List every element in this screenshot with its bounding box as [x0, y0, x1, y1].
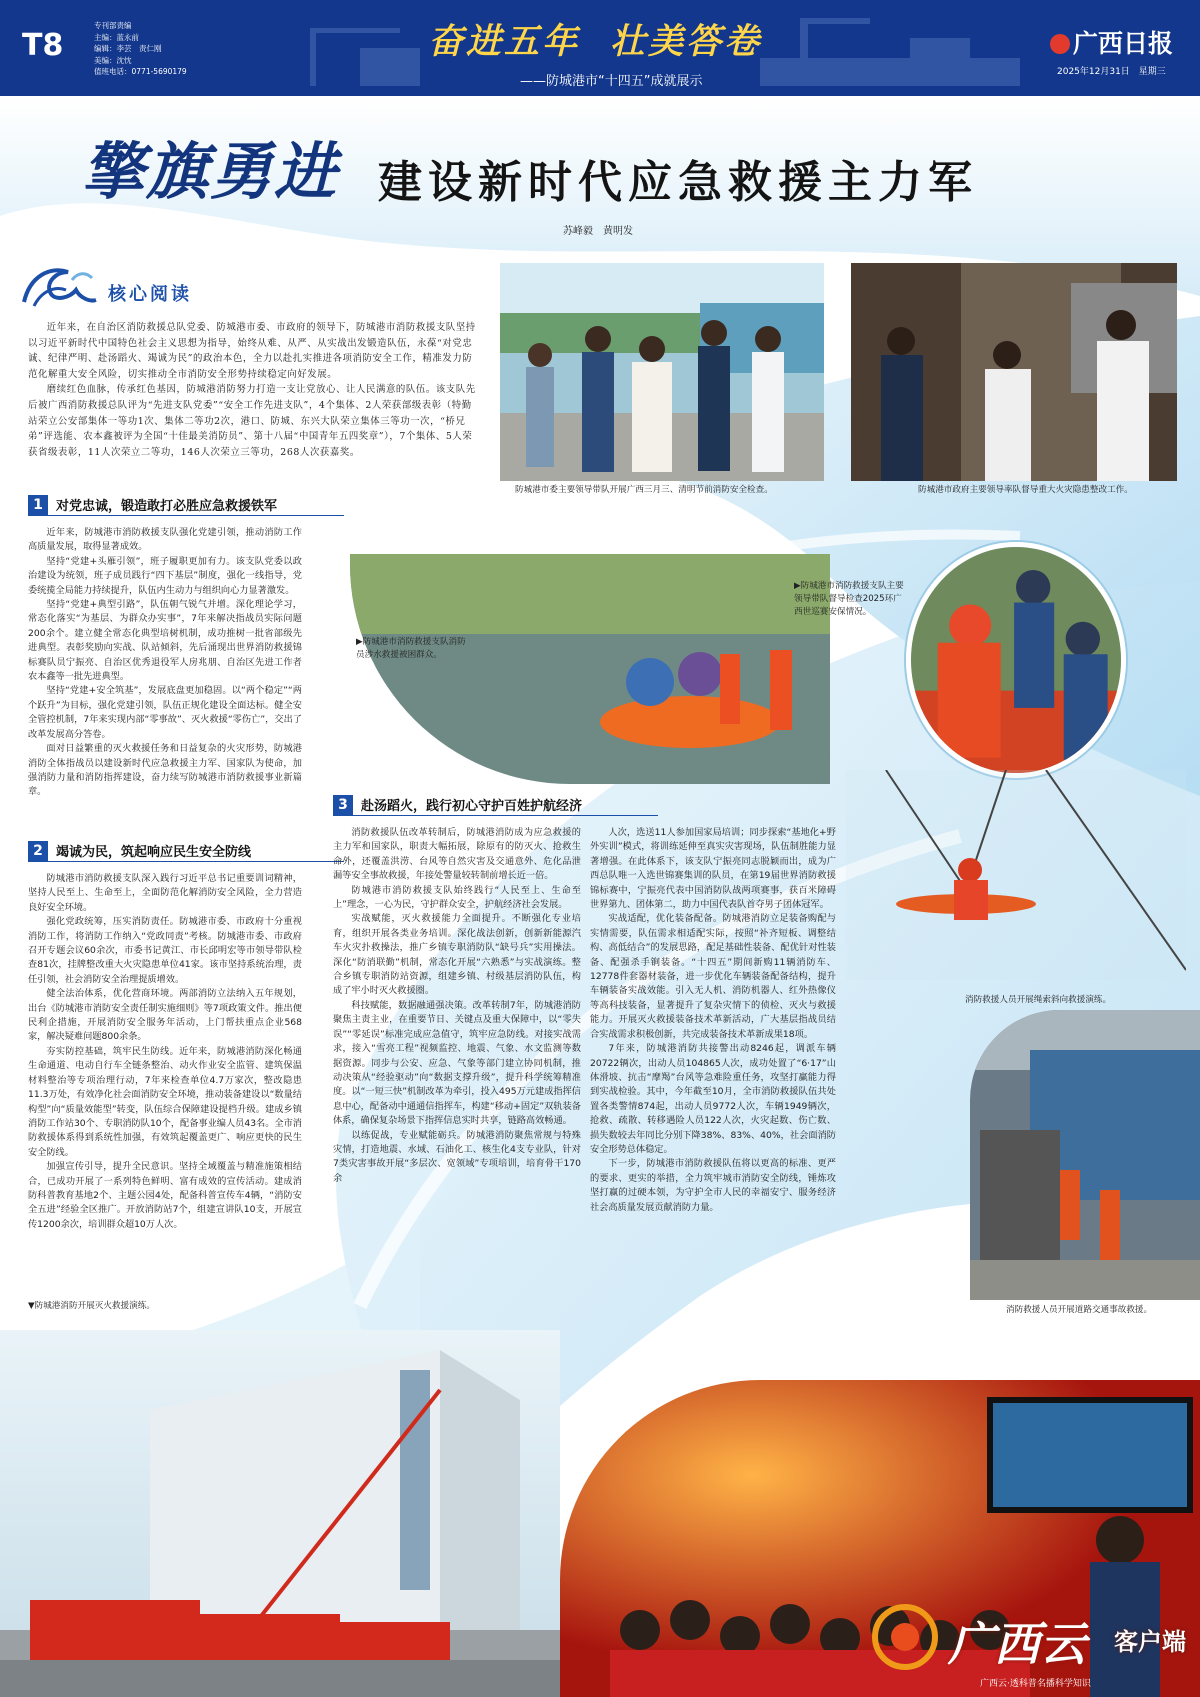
section-3-text-b — [590, 826, 836, 1215]
photo-hazard-supervision — [851, 263, 1177, 481]
section-3-header — [333, 794, 658, 816]
section-rule — [333, 815, 658, 816]
paragraph: 消防救援队伍改革转制后，防城港消防成为应急救援的主力军和国家队，职责大幅拓展，除原有的防灭火、抢救生命外，还覆盖洪涝、台风等自然灾害及交通意外、危化品泄漏等安全事故救援，年接处警量较转制前增长近一倍。 — [333, 827, 581, 882]
section-number: 3 — [333, 795, 353, 815]
newspaper-logo — [1050, 24, 1173, 60]
paragraph: 坚持“党建+安全筑基”，发展底盘更加稳固。以“两个稳定”“两个跃升”为目标，强化党建引领，队伍正规化建设全面达标。健全安全管控机制，7年来实现内部“零事故”、灭火救援“零伤亡”，交出了改革发展高分答卷。 — [28, 685, 302, 740]
editor-credits — [94, 20, 187, 78]
photo-caption: 消防救援人员开展绳索斜向救援演练。 — [965, 995, 1112, 1005]
paragraph: 健全法治体系，优化营商环境。两部消防立法纳入五年规划，出台《防城港市消防安全责任制实施细则》等7项政策文件。推出便民利企措施，开展消防安全服务年活动，上门帮扶重点企业568家，解决疑难问题800余条。 — [28, 988, 302, 1043]
section-1-text — [28, 526, 302, 800]
photo-traffic-rescue — [970, 1010, 1200, 1300]
page-number: T8 — [22, 28, 64, 63]
photo-fire-drill — [0, 1330, 560, 1697]
core-reading-text — [28, 320, 476, 460]
watermark-name: 广西云 — [948, 1617, 1086, 1671]
photo-rope-rescue — [846, 770, 1186, 980]
paragraph: 防城港市消防救援支队深入践行习近平总书记重要训词精神，坚持人民至上、生命至上，全面防范化解消防安全风险，全力营造良好安全环境。 — [28, 873, 302, 913]
watermark-slogan: 广西云·透科普名播科学知识 — [980, 1679, 1091, 1689]
issue-date: 2025年12月31日 星期三 — [1057, 67, 1166, 77]
client-watermark — [870, 1602, 1200, 1697]
paragraph: 夯实防控基础，筑牢民生防线。近年来，防城港消防深化畅通生命通道、电动自行车全链条整治、动火作业安全监管、建筑保温材料整治等专项治理行动，7年来检查单位4.7万家次，整改隐患11.3万处，有效净化社会面消防安全环境，推动装备建设以“数量结构型”向“质量效能型”转变，队伍综合保障建设提档升级。建成乡镇消防工作站30个、专职消防队10个，配备事业编人员43名。全市消防救援体系得到系统性加强，有效筑起覆盖更广、响应更快的民生安全防线。 — [28, 1045, 302, 1158]
photo-caption: 防城港市政府主要领导率队督导重大火灾隐患整改工作。 — [918, 485, 1133, 495]
logo-text: 广西日报 — [1073, 29, 1174, 58]
paragraph: 人次，选送11人参加国家局培训；同步探索“基地化+野外实训”模式，将训练延伸至真实灾害现场，队伍制胜能力显著增强。在此体系下，该支队宁振亮同志脱颖而出，成为广西总队唯一入选世锦赛集训的队员，在第19届世界消防救援锦标赛中，宁振亮代表中国消防队战两项赛事，获百米障碍世界第九、团体第二，助力中国代表队首夺男子团体冠军。 — [590, 827, 836, 911]
paragraph: 科技赋能，数据融通强决策。改革转制7年，防城港消防聚焦主责主业，在重要节日、关键点及重大保障中，以“零失误”“零延误”标准完成应急值守，筑牢应急防线。对接实战需求，接入“雪亮工程”视频监控、地震、气象、水文监测等数据资源。同步与公安、应急、气象等部门建立协同机制，推动决策从“经验驱动”向“数据支撑升级”，提升科学统筹精准度。以“一短三快”机制改革为牵引，投入495万元建成指挥信息中心，配备动中通通信指挥车，构建“移动+固定”双轨装备体系，确保复杂场景下指挥信息实时共享，链路高效畅通。 — [333, 999, 581, 1127]
editor-line: 主编：蓝永前 — [94, 32, 139, 42]
paragraph: 实战赋能，灭火救援能力全面提升。不断强化专业培育，组织开展各类业务培训。深化战法创新，创新新能源汽车火灾扑救操法，推广乡镇专职消防队“缺号兵”实用操法。深化“防消联勤”机制，常态化开展“六熟悉”与实战演练。整合乡镇专职消防站资源，组建乡镇、村级基层消防队伍，构成了牢小时灭火救援圈。 — [333, 913, 581, 997]
headline-title: 建设新时代应急救援主力军 — [378, 157, 978, 208]
editor-line: 值班电话：0771-5690179 — [94, 67, 187, 76]
photo-caption: ▼防城港消防开展灭火救援演练。 — [28, 1301, 155, 1311]
watermark-app: 客户端 — [1114, 1628, 1186, 1656]
section-title-a: 奋进五年 — [428, 21, 581, 62]
section-rule — [28, 861, 344, 862]
section-number: 1 — [28, 495, 48, 515]
section-subtitle: ——防城港市“十四五”成就展示 — [520, 74, 703, 89]
photo-caption: ▶防城港市消防救援支队主要领导带队督导检查2025环广西世巡赛安保情况。 — [794, 581, 904, 617]
photo-caption: ▶防城港市消防救援支队消防员涉水救援被困群众。 — [356, 637, 466, 660]
port-crane-icon — [300, 8, 430, 86]
paragraph: 防城港市消防救援支队始终践行“人民至上、生命至上”理念，一心为民，守护群众安全，护航经济社会发展。 — [333, 884, 581, 911]
photo-caption: 防城港市委主要领导带队开展广西三月三、清明节前消防安全检查。 — [515, 485, 773, 495]
section-number: 2 — [28, 841, 48, 861]
paragraph: 面对日益繁重的灭火救援任务和日益复杂的火灾形势，防城港消防全体指战员以建设新时代应急救援主力军、国家队为使命，加强消防力量和消防指挥建设，奋力续写防城港市消防救援事业新篇章。 — [28, 743, 302, 798]
core-paragraph: 磨续红色血脉，传承红色基因，防城港消防努力打造一支让党放心、让人民满意的队伍。该支队先后被广西消防救援总队评为“先进支队党委”“安全工作先进支队”，4个集体、2人荣获部级表彰（特勤站荣立公安部集体一等功1次、集体二等功2次，港口、防城、东兴大队荣立集体三等功一次，“桥兄弟”评选能、农本鑫被评为全国“十佳最美消防员”、第十八届“中国青年五四奖章”），7个集体、5人荣获省级表彰，11人次荣立二等功，146人次荣立三等功，268人次获嘉奖。 — [28, 384, 476, 458]
paragraph: 下一步，防城港市消防救援队伍将以更高的标准、更严的要求、更实的举措，全力筑牢城市消防安全防线，锤炼攻坚打赢的过硬本领，为守护全市人民的幸福安宁、服务经济社会高质量发展贡献消防力量。 — [590, 1158, 836, 1213]
core-paragraph: 近年来，在自治区消防救援总队党委、防城港市委、市政府的领导下，防城港市消防救援支队坚持以习近平新时代中国特色社会主义思想为指导，始终从难、从严、从实战出发锻造队伍，永葆“对党忠诚、纪律严明、赴汤蹈火、竭诚为民”的政治本色，全力以赴扎实推进各项消防安全工作，精准发力防范化解重大安全风险，切实推动全市消防安全形势持续稳定向好发展。 — [28, 322, 476, 380]
byline: 苏峰毅 黄明发 — [563, 226, 633, 237]
paragraph: 以练促战，专业赋能砺兵。防城港消防聚焦常规与特殊灾情，打造地震、水域、石油化工、核生化4支专业队，针对7类灾害事故开展“多层次、宽领域”专项培训，培育骨干170余 — [333, 1129, 581, 1184]
section-2-header — [28, 840, 344, 862]
paragraph: 坚持“党建+头雁引领”，班子履职更加有力。该支队党委以政治建设为统领，班子成员践行“四下基层”制度，强化一线指导，党委统揽全局能力持续提升，队伍内生动力与组织向心力显著激发。 — [28, 555, 302, 596]
paragraph: 近年来，防城港市消防救援支队强化党建引领，推动消防工作高质量发展，取得显著成效。 — [28, 527, 302, 553]
section-title-b: 壮美答卷 — [610, 21, 763, 62]
editor-line: 美编：沈忱 — [94, 55, 132, 65]
wave-icon — [20, 262, 98, 308]
editor-line: 专刊部责编 — [94, 21, 132, 30]
paragraph: 实战适配，优化装备配备。防城港消防立足装备购配与实情需要，队伍需求相适配实际，按照“补齐短板、调整结构、高低结合”的发展思路，配足基础性装备、配优针对性装备、配强杀手锏装备。“十四五”期间新购11辆消防车、12778件套器材装备，进一步优化车辆装备配备结构，提升车辆装备实战效能。引入无人机、消防机器人、红外热像仪等高科技装备，显著提升了复杂灾情下的侦检、灭火与救援能力。开展灭火救援装备技术革新活动，广大基层指战员结合实战需求积极创新，共完成装备技术革新成果18项。 — [590, 913, 836, 1040]
section-title: 赴汤蹈火，践行初心守护百姓护航经济 — [361, 799, 583, 814]
section-title — [428, 14, 762, 64]
photo-race-security-check — [906, 542, 1126, 778]
headline-calligraphy: 擎旗勇进 — [82, 135, 339, 208]
paragraph: 7年来，防城港消防共接警出动8246起，调派车辆20722辆次，出动人员104865人次，成功处置了“6·17”山体滑坡、抗击“摩羯”台风等急难险重任务，攻坚打赢能力得到实战检验。其中，今年截至10月，全市消防救援队伍共处置各类警情874起，出动人员9772人次，车辆1949辆次，抢救、疏散、转移遇险人员122人次，火灾起数、伤亡数、损失数较去年同比分别下降38%、83%、40%，社会面消防安全形势总体稳定。 — [590, 1043, 836, 1155]
section-rule — [28, 515, 344, 516]
paragraph: 强化党政统筹，压实消防责任。防城港市委、市政府十分重视消防工作，将消防工作纳入“党政同责”考核。防城港市委、市政府召开专题会议60余次，市委书记黄江、市长邱明宏等市领导带队检查81次，挂牌整改重大火灾隐患单位41家。该市坚持系统治理，责任引领，社会消防安全治理提质增效。 — [28, 916, 302, 985]
editor-line: 编辑：李芸 责仁刚 — [94, 44, 162, 53]
paragraph: 坚持“党建+典型引路”，队伍朝气锐气并增。深化理论学习，常态化落实“为基层、为群众办实事”，7年来解决指战员实际问题200余个。建立健全常态化典型培树机制，成功推树一批省部级先进典型。表彰奖励向实战、队站倾斜，先后涌现出世界消防救援锦标赛队员宁振亮、自治区优秀退役军人房兆朋、自治区先进工作者农本鑫等一批先进典型。 — [28, 599, 302, 683]
port-skyline-icon — [760, 8, 1020, 86]
core-reading-title: 核心阅读 — [108, 284, 192, 305]
photo-inspection-leaders — [500, 263, 824, 481]
section-2-text — [28, 872, 302, 1232]
masthead — [0, 0, 1200, 96]
paragraph: 加强宣传引导，提升全民意识。坚持全域覆盖与精准施策相结合，已成功开展了一系列特色鲜明、富有成效的宣传活动。建成消防科普教育基地2个、主题公园4处，配备科普宣传车4辆，“消防安全五进”经验全区推广。开放消防站7个，组建宣讲队10支，开展宣传1200余次，培训群众超10万人次。 — [28, 1161, 302, 1230]
section-1-header — [28, 494, 344, 516]
section-3-text-a — [333, 826, 581, 1186]
section-title: 竭诚为民，筑起响应民生安全防线 — [56, 845, 252, 860]
section-title: 对党忠诚，锻造敢打必胜应急救援铁军 — [56, 499, 278, 514]
guangxiyun-logo-icon — [870, 1602, 940, 1672]
logo-icon — [1050, 34, 1070, 54]
photo-caption: 消防救援人员开展道路交通事故救援。 — [1006, 1305, 1153, 1315]
